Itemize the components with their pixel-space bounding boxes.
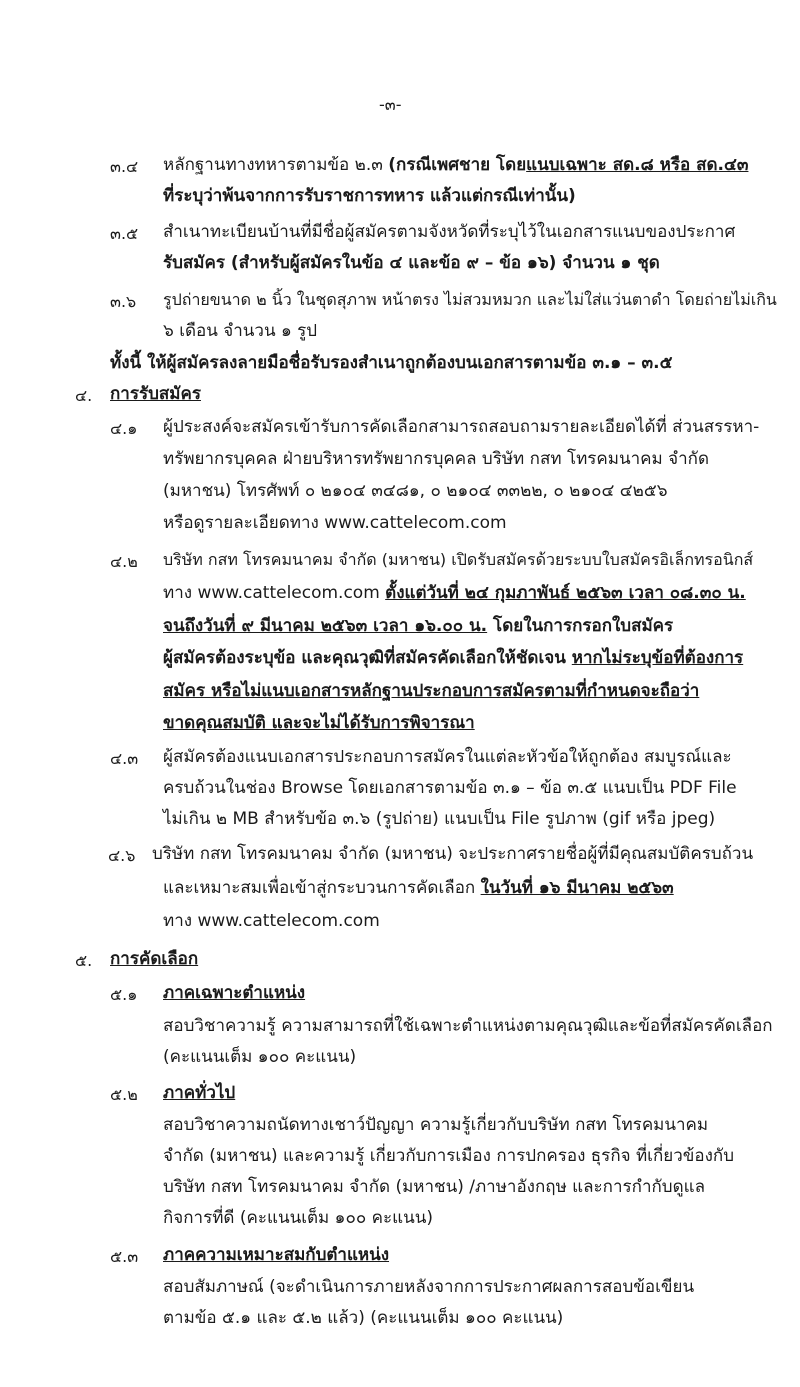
item-text: ตามข้อ ๕.๑ และ ๕.๒ แล้ว) (คะแนนเต็ม ๑๐๐ คะแนน) xyxy=(163,1308,564,1328)
item-text: (คะแนนเต็ม ๑๐๐ คะแนน) xyxy=(163,1047,357,1067)
page-number: -๓- xyxy=(379,95,402,114)
item-text: ไม่เกิน ๒ MB สำหรับข้อ ๓.๖ (รูปถ่าย) แนบเป็น File รูปภาพ (gif หรือ jpeg) xyxy=(163,809,716,829)
item-text: ผู้สมัครต้องแนบเอกสารประกอบการสมัครในแต่ละหัวข้อให้ถูกต้อง สมบูรณ์และ xyxy=(163,747,732,767)
item-title: ภาคความเหมาะสมกับตำแหน่ง xyxy=(163,1245,390,1265)
section-title: การรับสมัคร xyxy=(110,384,201,404)
item-title: ภาคเฉพาะตำแหน่ง xyxy=(163,983,306,1003)
item-number: ๕.๑ xyxy=(110,985,138,1004)
item-number: ๕.๓ xyxy=(110,1247,139,1266)
note-text: ทั้งนี้ ให้ผู้สมัครลงลายมือชื่อรับรองสำเนาถูกต้องบนเอกสารตามข้อ ๓.๑ – ๓.๕ xyxy=(110,353,673,373)
item-text: กิจการที่ดี (คะแนนเต็ม ๑๐๐ คะแนน) xyxy=(163,1208,433,1228)
item-text: สำเนาทะเบียนบ้านที่มีชื่อผู้สมัครตามจังหวัดที่ระบุไว้ในเอกสารแนบของประกาศ xyxy=(163,222,736,242)
item-text: ทาง www.cattelecom.com ตั้งแต่วันที่ ๒๔ กุมภาพันธ์ ๒๕๖๓ เวลา ๐๘.๓๐ น. xyxy=(163,583,746,603)
item-text: บริษัท กสท โทรคมนาคม จำกัด (มหาชน) เปิดรับสมัครด้วยระบบใบสมัครอิเล็กทรอนิกส์ xyxy=(163,550,754,569)
item-text: หรือดูรายละเอียดทาง www.cattelecom.com xyxy=(163,513,507,533)
item-number: ๔.๓ xyxy=(110,749,139,768)
item-text: ทาง www.cattelecom.com xyxy=(163,911,380,931)
item-text: บริษัท กสท โทรคมนาคม จำกัด (มหาชน) /ภาษาอังกฤษ และการกำกับดูแล xyxy=(163,1177,705,1197)
item-title: ภาคทั่วไป xyxy=(163,1083,236,1103)
item-text: ครบถ้วนในช่อง Browse โดยเอกสารตามข้อ ๓.๑ – ข้อ ๓.๕ แนบเป็น PDF File xyxy=(163,778,737,798)
item-text: ผู้ประสงค์จะสมัครเข้ารับการคัดเลือกสามารถสอบถามรายละเอียดได้ที่ ส่วนสรรหา- xyxy=(163,417,760,437)
item-text: ผู้สมัครต้องระบุข้อ และคุณวุฒิที่สมัครคัดเลือกให้ชัดเจน หากไม่ระบุข้อที่ต้องการ xyxy=(163,648,744,668)
section-number: ๔. xyxy=(75,386,93,405)
item-number: ๔.๖ xyxy=(108,846,136,865)
item-text: จนถึงวันที่ ๙ มีนาคม ๒๕๖๓ เวลา ๑๖.๐๐ น. โดยในการกรอกใบสมัคร xyxy=(163,616,674,636)
item-text: สมัคร หรือไม่แนบเอกสารหลักฐานประกอบการสมัครตามที่กำหนดจะถือว่า xyxy=(163,681,700,701)
section-number: ๕. xyxy=(75,951,93,970)
item-number: ๔.๑ xyxy=(110,419,138,438)
item-number: ๓.๖ xyxy=(110,292,137,311)
item-text: และเหมาะสมเพื่อเข้าสู่กระบวนการคัดเลือก ในวันที่ ๑๖ มีนาคม ๒๕๖๓ xyxy=(163,878,674,898)
item-number: ๓.๔ xyxy=(110,157,139,176)
item-text: ทรัพยากรบุคคล ฝ่ายบริหารทรัพยากรบุคคล บริษัท กสท โทรคมนาคม จำกัด xyxy=(163,449,709,469)
item-text: จำกัด (มหาชน) และความรู้ เกี่ยวกับการเมือง การปกครอง ธุรกิจ ที่เกี่ยวข้องกับ xyxy=(163,1146,735,1166)
section-title: การคัดเลือก xyxy=(110,949,199,969)
item-text: หลักฐานทางทหารตามข้อ ๒.๓ (กรณีเพศชาย โดยแนบเฉพาะ สด.๘ หรือ สด.๔๓ xyxy=(163,155,749,175)
item-text: สอบวิชาความถนัดทางเชาว์ปัญญา ความรู้เกี่ยวกับบริษัท กสท โทรคมนาคม xyxy=(163,1115,709,1135)
item-text: ขาดคุณสมบัติ และจะไม่ได้รับการพิจารณา xyxy=(163,713,475,733)
item-text: สอบวิชาความรู้ ความสามารถที่ใช้เฉพาะตำแหน่งตามคุณวุฒิและข้อที่สมัครคัดเลือก xyxy=(163,1016,773,1036)
item-text: ที่ระบุว่าพ้นจากการรับราชการทหาร แล้วแต่กรณีเท่านั้น) xyxy=(163,186,576,206)
item-text: ๖ เดือน จำนวน ๑ รูป xyxy=(163,321,318,341)
item-number: ๕.๒ xyxy=(110,1085,138,1104)
item-text: (มหาชน) โทรศัพท์ ๐ ๒๑๐๔ ๓๔๘๑, ๐ ๒๑๐๔ ๓๓๒๒, ๐ ๒๑๐๔ ๔๒๕๖ xyxy=(163,481,668,501)
item-text: บริษัท กสท โทรคมนาคม จำกัด (มหาชน) จะประกาศรายชื่อผู้ที่มีคุณสมบัติครบถ้วน xyxy=(152,844,754,864)
item-text: สอบสัมภาษณ์ (จะดำเนินการภายหลังจากการประกาศผลการสอบข้อเขียน xyxy=(163,1277,695,1297)
item-text: รับสมัคร (สำหรับผู้สมัครในข้อ ๔ และข้อ ๙ – ข้อ ๑๖) จำนวน ๑ ชุด xyxy=(163,253,660,273)
item-text: รูปถ่ายขนาด ๒ นิ้ว ในชุดสุภาพ หน้าตรง ไม่สวมหมวก และไม่ใส่แว่นตาดำ โดยถ่ายไม่เกิน xyxy=(163,290,777,309)
item-number: ๔.๒ xyxy=(110,552,138,571)
item-number: ๓.๕ xyxy=(110,224,139,243)
